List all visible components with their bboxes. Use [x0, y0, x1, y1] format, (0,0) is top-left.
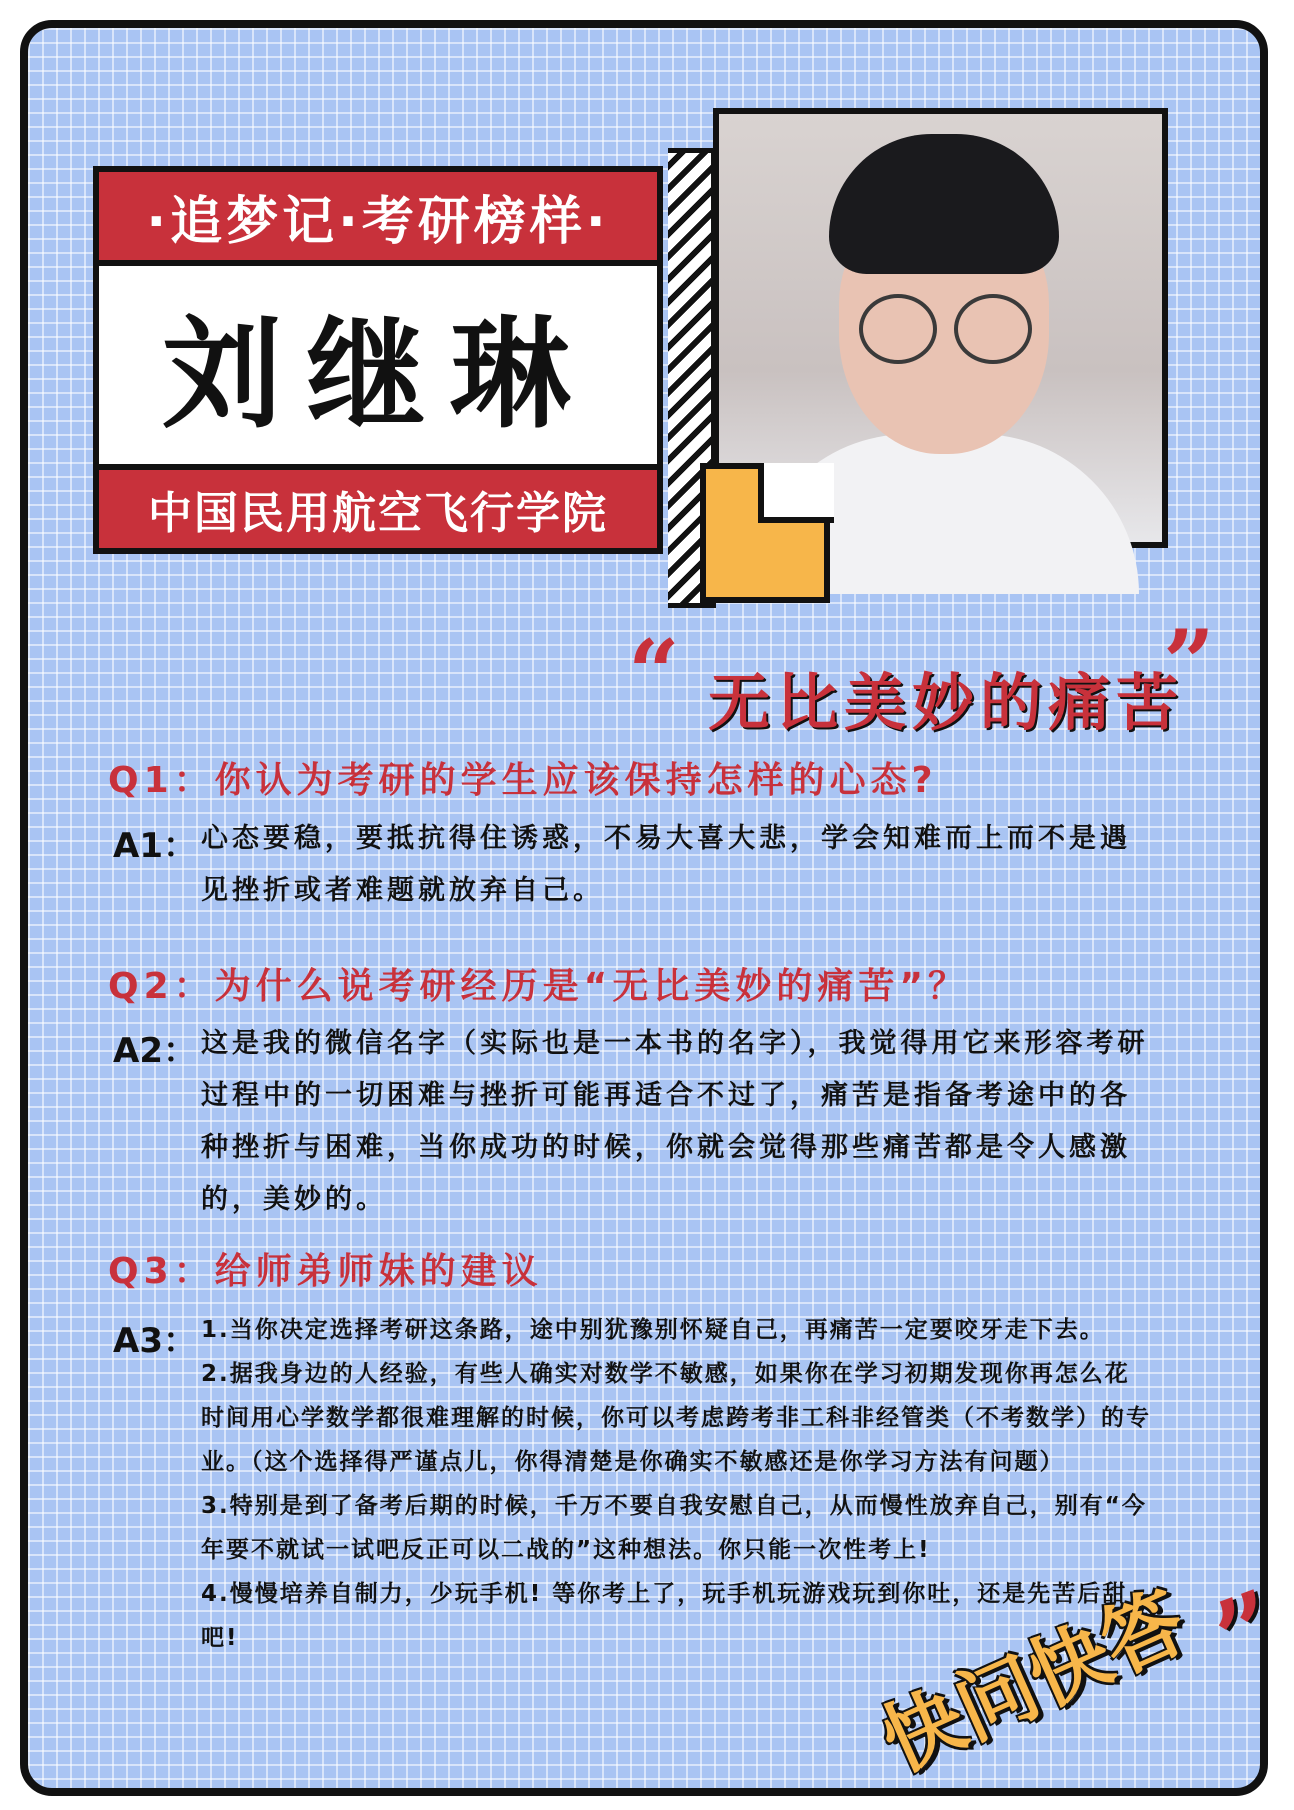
advice-item: 3.特别是到了备考后期的时候，千万不要自我安慰自己，从而慢性放弃自己，别有“今年要不就试一试吧反正可以二战的”这种想法。你只能一次性考上! — [201, 1493, 1147, 1563]
portrait-glasses-right — [954, 294, 1032, 364]
student-name: 刘继琳 — [93, 260, 663, 470]
answer-1: 心态要稳，要抵抗得住诱惑，不易大喜大悲，学会知难而上而不是遇见挫折或者难题就放弃自己。 — [201, 823, 1131, 906]
advice-item: 2.据我身边的人经验，有些人确实对数学不敏感，如果你在学习初期发现你再怎么花时间用心学数学都很难理解的时候，你可以考虑跨考非工科非经管类（不考数学）的专业。（这个选择得严谨点儿，你得清楚是你确实不敏感还是你学习方法有问题） — [201, 1361, 1151, 1475]
open-quote-mark: “ — [628, 620, 680, 726]
question-3: Q3：给师弟师妹的建议 — [108, 1251, 543, 1292]
yellow-block-notch — [758, 463, 834, 523]
advice-item: 4.慢慢培养自制力，少玩手机! 等你考上了，玩手机玩游戏玩到你吐，还是先苦后甜吧! — [201, 1581, 1128, 1651]
answer-2-label: A2： — [113, 1031, 197, 1071]
advice-item: 1.当你决定选择考研这条路，途中别犹豫别怀疑自己，再痛苦一定要咬牙走下去。 — [201, 1317, 1105, 1343]
answer-3 — [201, 1308, 1151, 1660]
question-2: Q2：为什么说考研经历是“无比美妙的痛苦”？ — [108, 966, 969, 1007]
answer-3-label: A3： — [113, 1321, 197, 1361]
answer-2: 这是我的微信名字（实际也是一本书的名字），我觉得用它来形容考研过程中的一切困难与挫折可能再适合不过了，痛苦是指备考途中的各种挫折与困难，当你成功的时候，你就会觉得那些痛苦都是令人感激的，美妙的。 — [201, 1028, 1149, 1215]
portrait-hair — [829, 134, 1059, 274]
quick-qa-tag: 快问快答 — [868, 1574, 1199, 1790]
tag-quote-mark: ” — [1199, 1566, 1294, 1698]
series-banner: ·追梦记·考研榜样· — [93, 166, 663, 266]
portrait-glasses-left — [859, 294, 937, 364]
close-quote-mark: ” — [1163, 610, 1215, 716]
headline-quote: 无比美妙的痛苦 — [708, 666, 1185, 739]
poster — [20, 20, 1294, 1796]
answer-1-label: A1： — [113, 826, 197, 866]
question-1: Q1：你认为考研的学生应该保持怎样的心态? — [108, 760, 938, 801]
school-banner: 中国民用航空飞行学院 — [93, 464, 663, 554]
